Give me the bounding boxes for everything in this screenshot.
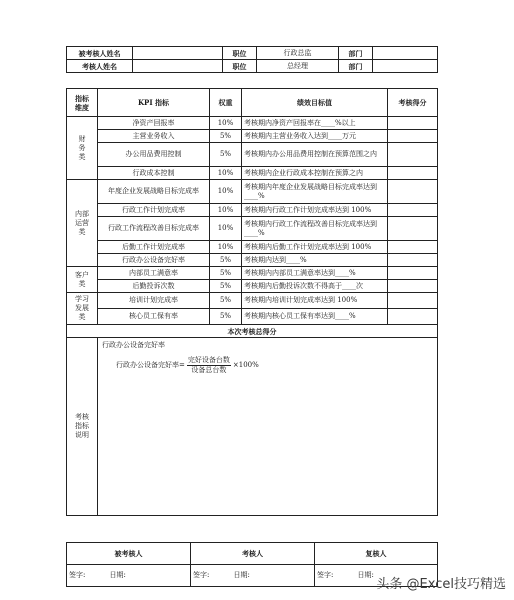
kpi-score-cell[interactable] [388,293,438,309]
kpi-indicator: 后勤投诉次数 [98,280,210,293]
dimension-operations: 内部 运营 类 [67,180,98,267]
total-score-label: 本次考核总得分 [67,325,438,338]
date-label[interactable]: 日期: [356,565,438,587]
formula-left: 行政办公设备完好率= [116,361,185,369]
kpi-row [67,180,438,204]
kpi-target: 考核期内行政工作计划完成率达到 100% [242,204,388,217]
signature-header-evaluator: 考核人 [191,543,315,565]
explanation-content [98,338,438,516]
kpi-score-cell[interactable] [388,280,438,293]
kpi-target: 考核期内内部员工满意率达到____% [242,267,388,280]
kpi-target: 考核期内达到____% [242,254,388,267]
kpi-indicator: 内部员工满意率 [98,267,210,280]
evaluatee-position-label: 职位 [223,47,257,60]
col-header-indicator: KPI 指标 [98,89,210,117]
explanation-label: 考核 指标 说明 [67,338,98,516]
sign-label: 签字: [191,565,232,587]
sign-label: 签字: [67,565,108,587]
explanation-row [67,338,438,516]
kpi-row [67,117,438,130]
kpi-weight: 10% [210,180,242,204]
evaluator-dept-value[interactable] [373,60,438,73]
kpi-target: 考核期内年度企业发展战略目标完成率达到____% [242,180,388,204]
kpi-score-cell[interactable] [388,217,438,241]
kpi-weight: 5% [210,143,242,167]
kpi-score-cell[interactable] [388,180,438,204]
kpi-score-cell[interactable] [388,130,438,143]
kpi-row [67,280,438,293]
kpi-weight: 5% [210,254,242,267]
kpi-indicator: 后勤工作计划完成率 [98,241,210,254]
evaluatee-dept-value[interactable] [373,47,438,60]
kpi-row [67,241,438,254]
col-header-dimension: 指标 维度 [67,89,98,117]
sign-label: 签字: [315,565,356,587]
kpi-score-cell[interactable] [388,267,438,280]
col-header-target: 绩效目标值 [242,89,388,117]
evaluator-name-label: 考核人姓名 [67,60,133,73]
kpi-row [67,293,438,309]
evaluatee-name-value[interactable] [133,47,223,60]
total-score-row [67,325,438,338]
kpi-indicator: 行政工作计划完成率 [98,204,210,217]
kpi-indicator: 年度企业发展战略目标完成率 [98,180,210,204]
kpi-indicator: 办公用品费用控制 [98,143,210,167]
col-header-weight: 权重 [210,89,242,117]
kpi-indicator: 培训计划完成率 [98,293,210,309]
watermark: 头条 @Excel技巧精选 [376,577,506,592]
kpi-row [67,130,438,143]
kpi-target: 考核期内净资产回报率在____%以上 [242,117,388,130]
col-header-score: 考核得分 [388,89,438,117]
kpi-indicator: 净资产回报率 [98,117,210,130]
kpi-row [67,204,438,217]
kpi-target: 考核期内培训计划完成率达到 100% [242,293,388,309]
dimension-learning: 学习 发展 类 [67,293,98,325]
kpi-row [67,309,438,325]
evaluator-position-value: 总经理 [257,60,339,73]
formula-numerator: 完好设备台数 [187,356,230,364]
evaluatee-position-value: 行政总监 [257,47,339,60]
formula-right: ×100% [232,361,259,369]
kpi-row [67,217,438,241]
date-label[interactable]: 日期: [232,565,315,587]
kpi-weight: 5% [210,309,242,325]
kpi-target: 考核期内行政工作流程改善目标完成率达到____% [242,217,388,241]
kpi-weight: 10% [210,217,242,241]
kpi-row [67,143,438,167]
explanation-title: 行政办公设备完好率 [102,341,165,349]
kpi-score-cell[interactable] [388,241,438,254]
kpi-weight: 10% [210,204,242,217]
kpi-weight: 5% [210,280,242,293]
kpi-target: 考核期内核心员工保有率达到____% [242,309,388,325]
kpi-target: 考核期内后勤投诉次数不得高于____次 [242,280,388,293]
kpi-indicator: 行政工作流程改善目标完成率 [98,217,210,241]
kpi-weight: 5% [210,267,242,280]
header-row-evaluator [67,60,438,73]
kpi-header-row [67,89,438,117]
kpi-row [67,267,438,280]
kpi-score-cell[interactable] [388,167,438,180]
kpi-table [66,88,438,516]
kpi-score-cell[interactable] [388,309,438,325]
signature-header-row [67,543,438,565]
kpi-row [67,254,438,267]
signature-header-evaluatee: 被考核人 [67,543,191,565]
kpi-row [67,167,438,180]
evaluatee-dept-label: 部门 [339,47,373,60]
evaluator-position-label: 职位 [223,60,257,73]
kpi-weight: 10% [210,241,242,254]
header-info-table [66,46,438,73]
evaluator-dept-label: 部门 [339,60,373,73]
kpi-score-cell[interactable] [388,117,438,130]
kpi-target: 考核期内后勤工作计划完成率达到 100% [242,241,388,254]
dimension-finance: 财 务 类 [67,117,98,180]
kpi-indicator: 行政成本控制 [98,167,210,180]
kpi-target: 考核期内办公用品费用控制在预算范围之内 [242,143,388,167]
date-label[interactable]: 日期: [108,565,191,587]
kpi-weight: 5% [210,130,242,143]
kpi-score-cell[interactable] [388,143,438,167]
kpi-weight: 5% [210,293,242,309]
formula [116,356,433,375]
kpi-score-cell[interactable] [388,254,438,267]
kpi-indicator: 行政办公设备完好率 [98,254,210,267]
kpi-target: 考核期内主营业务收入达到____万元 [242,130,388,143]
kpi-weight: 10% [210,167,242,180]
formula-denominator: 设备总台数 [191,366,227,374]
formula-fraction [187,356,231,375]
kpi-weight: 10% [210,117,242,130]
signature-header-reviewer: 复核人 [315,543,438,565]
dimension-customer: 客户 类 [67,267,98,293]
kpi-indicator: 主营业务收入 [98,130,210,143]
kpi-target: 考核期内企业行政成本控制在预算之内 [242,167,388,180]
kpi-indicator: 核心员工保有率 [98,309,210,325]
kpi-score-cell[interactable] [388,204,438,217]
evaluatee-name-label: 被考核人姓名 [67,47,133,60]
evaluator-name-value[interactable] [133,60,223,73]
header-row-evaluatee [67,47,438,60]
